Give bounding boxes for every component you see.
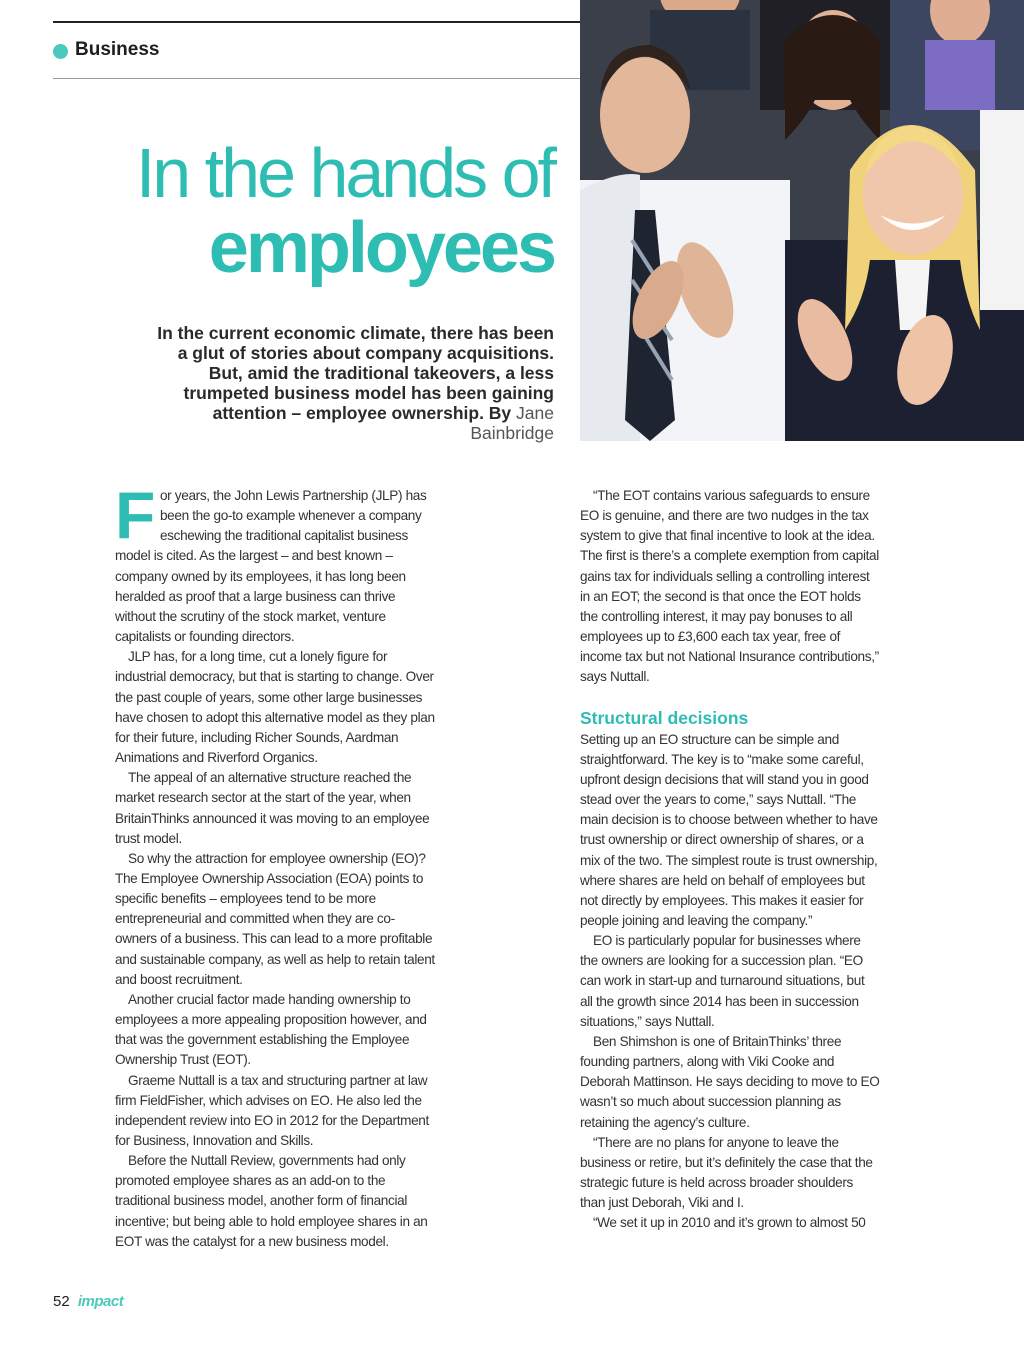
paragraph: [115, 478, 435, 647]
paragraph: Another crucial factor made handing ownership to employees a more appealing proposition however, and that was the government establishing the Employee Ownership Trust (EOT).: [115, 991, 427, 1068]
top-rule: [53, 21, 580, 23]
standfirst-text: In the current economic climate, there has been a glut of stories about company acquisitions. But, amid the traditional takeovers, a less trumpeted business model has been gaining attention – employee ownership. By: [157, 323, 554, 423]
paragraph: EO is particularly popular for businesses where the owners are looking for a succession plan. “EO can work in start-up and turnaround situations, but all the growth since 2014 has been in succession situations,” says Nuttall.: [580, 933, 865, 1029]
paragraph: “We set it up in 2010 and it’s grown to almost 50: [593, 1215, 866, 1231]
paragraph: The appeal of an alternative structure reached the market research sector at the start of the year, when BritainThinks announced it was moving to an employee trust model.: [115, 770, 430, 846]
section-rule: [53, 78, 580, 79]
section-dot-icon: [53, 44, 68, 59]
dropcap: F: [115, 478, 155, 552]
paragraph: So why the attraction for employee ownership (EO)? The Employee Ownership Association (EOA) points to specific benefits – employees tend to be more entrepreneurial and committed when they are co-owners of a business. This can lead to a more profitable and sustainable company, as well as help to retain talent and boost recruitment.: [115, 850, 435, 987]
paragraph: JLP has, for a long time, cut a lonely figure for industrial democracy, but that is starting to change. Over the past couple of years, some other large businesses have chosen to adopt this alternative model as they plan for their future, including Richer Sounds, Aardman Animations and Riverford Organics.: [115, 649, 435, 766]
paragraph: “There are no plans for anyone to leave the business or retire, but it’s definitely the case that the strategic future is held across broader shoulders than just Deborah, Viki and I.: [580, 1134, 873, 1211]
subheading: Structural decisions: [580, 707, 749, 728]
paragraph: Before the Nuttall Review, governments had only promoted employee shares as an add-on to the traditional business model, another form of financial incentive; but being able to hold employee shares in an EOT was the catalyst for a new business model.: [115, 1153, 428, 1249]
hero-photo: [580, 0, 1024, 441]
standfirst: [154, 323, 554, 443]
paragraph-text: or years, the John Lewis Partnership (JLP) has been the go-to example whenever a company eschewing the traditional capitalist business model is cited. As the largest – and best known – company owned by its employees, it has long been heralded as proof that a large business can thrive without the scrutiny of the stock market, venture capitalists or founding directors.: [115, 488, 427, 645]
paragraph: Graeme Nuttall is a tax and structuring partner at law firm FieldFisher, which advises on EO. He also led the independent review into EO in 2012 for the Department for Business, Innovation and Skills.: [115, 1072, 429, 1148]
headline-line-2: employees: [208, 208, 554, 288]
page-footer: [53, 1293, 123, 1310]
body-column-right: [580, 486, 880, 1233]
byline-author: Jane Bainbridge: [470, 403, 554, 443]
page-number: 52: [53, 1293, 70, 1310]
paragraph: “The EOT contains various safeguards to ensure EO is genuine, and there are two nudges in the tax system to give that final incentive to look at the idea. The first is there’s a complete exemption from capital gains tax for individuals selling a controlling interest in an EOT; the second is that once the EOT holds the controlling interest, it may pay bonuses to all employees up to £3,600 each tax year, free of income tax but not National Insurance contributions,” says Nuttall.: [580, 488, 879, 685]
body-column-left: [115, 478, 435, 1252]
footer-brand-logo: impact: [77, 1293, 124, 1310]
applauding-people-photo: [580, 0, 1024, 441]
paragraph: Setting up an EO structure can be simple and straightforward. The key is to “make some careful, upfront design decisions that will stand you in good stead over the years to come,” says Nuttall. “The main decision is to choose between whether to have trust ownership or direct ownership of shares, or a mix of the two. The simplest route is trust ownership, where shares are held on behalf of employees but not directly by employees. This makes it easier for people joining and leaving the company.”: [580, 731, 878, 928]
headline-line-1: In the hands of: [135, 134, 554, 212]
paragraph: Ben Shimshon is one of BritainThinks’ three founding partners, along with Viki Cooke and Deborah Mattinson. He says deciding to move to EO wasn’t so much about succession planning as retaining the agency’s culture.: [580, 1033, 880, 1130]
section-label: Business: [75, 39, 160, 60]
